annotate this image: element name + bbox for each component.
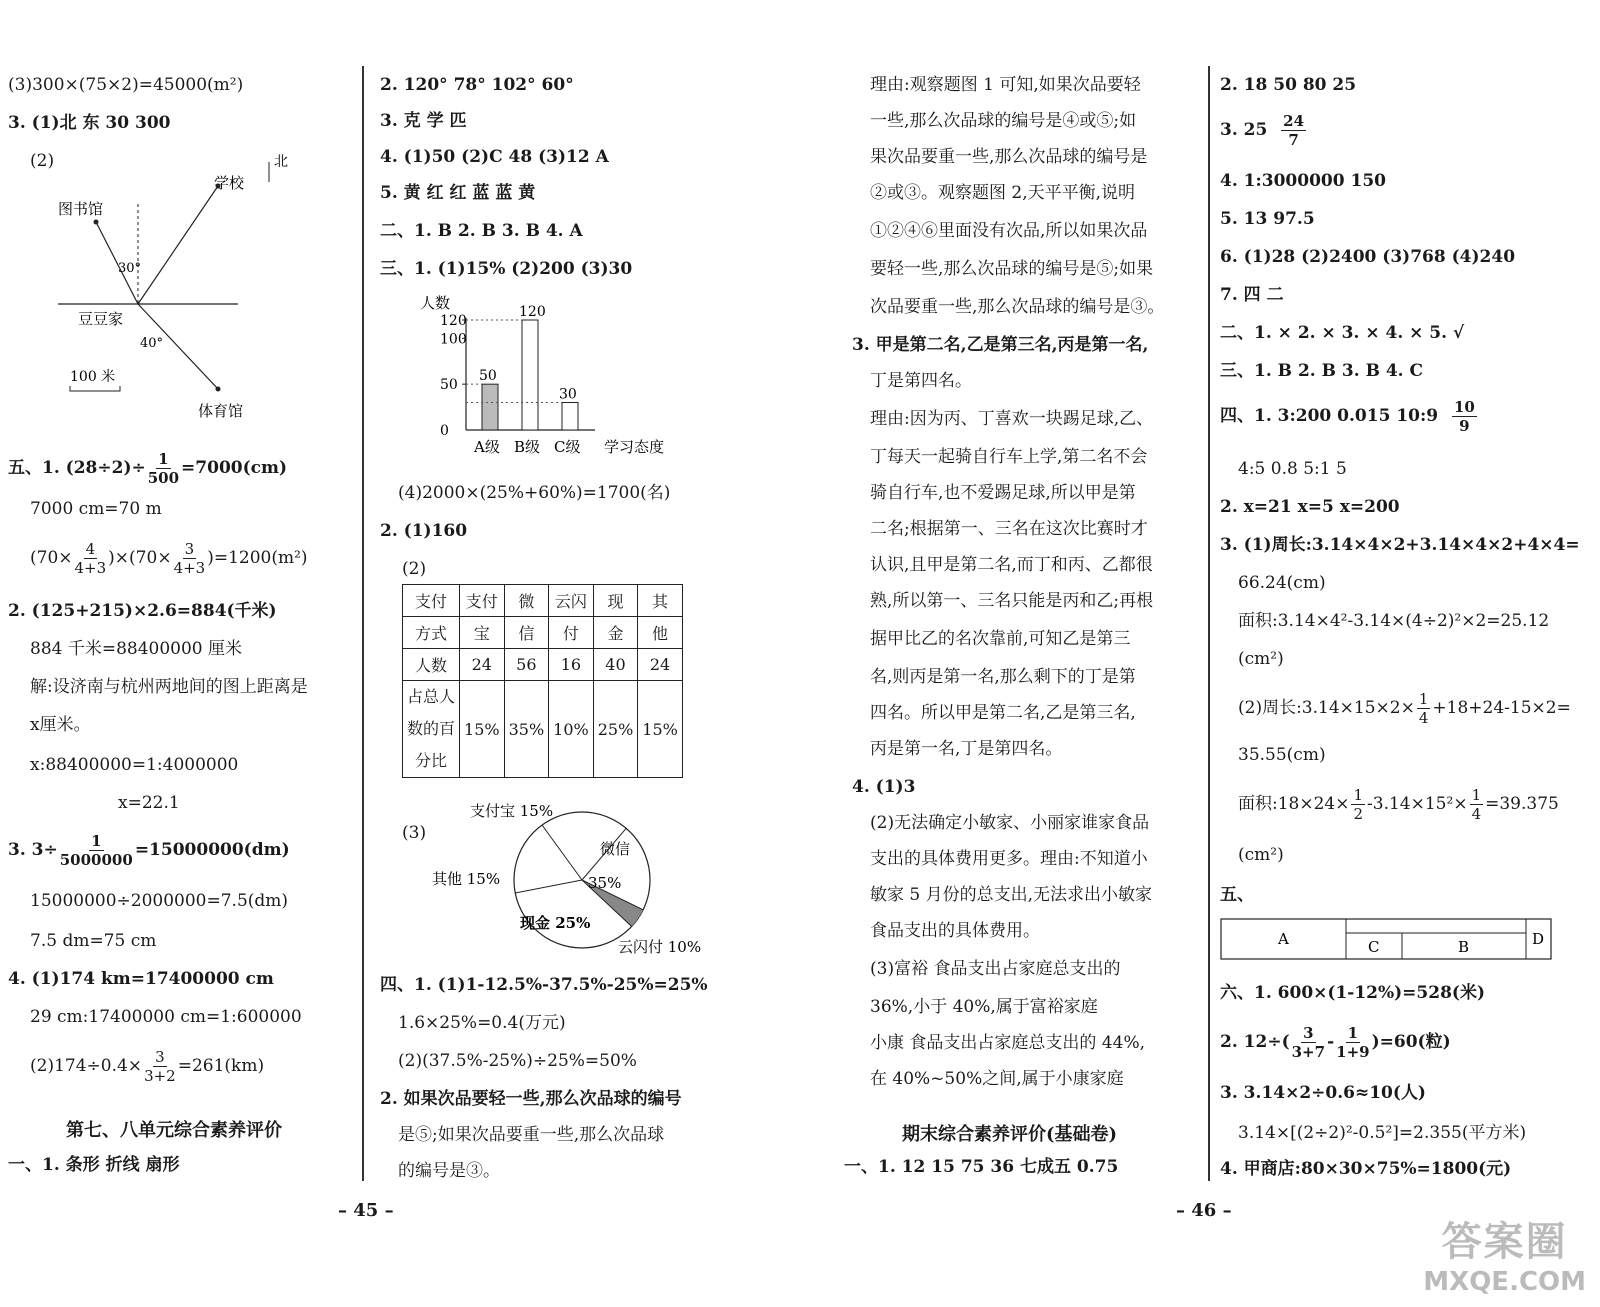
answer-line: 在 40%~50%之间,属于小康家庭 (870, 1069, 1124, 1089)
answer-line: 2. 如果次品要轻一些,那么次品球的编号 (380, 1089, 682, 1109)
table-cell: 人数 (403, 649, 460, 681)
bar (562, 403, 578, 431)
answer-line: ①②④⑥里面没有次品,所以如果次品 (870, 221, 1148, 241)
column-divider (1208, 66, 1210, 1181)
angle-label: 30° (118, 261, 142, 276)
north-label: 北 (274, 154, 288, 170)
answer-line: 骑自行车,也不爱踢足球,所以甲是第 (870, 483, 1136, 503)
answer-line: (4)2000×(25%+60%)=1700(名) (398, 483, 671, 503)
answer-line: 小康 食品支出占家庭总支出的 44%, (870, 1033, 1145, 1053)
answer-line: 884 千米=88400000 厘米 (30, 639, 243, 659)
pie-label: 云闪付 10% (618, 938, 702, 956)
answer-line: 4. (1)174 km=17400000 cm (8, 969, 274, 989)
table-cell: 其 (638, 585, 683, 617)
answer-line: 2. (125+215)×2.6=884(千米) (8, 601, 277, 621)
table-cell: 40 (593, 649, 638, 681)
answer-line: 2. 120° 78° 102° 60° (380, 75, 574, 95)
answer-line: 四、1. 3:200 0.015 10:9 $\frac{10}{9}$ (1220, 398, 1475, 435)
answer-line: 是⑤;如果次品要重一些,那么次品球 (398, 1125, 665, 1145)
table-cell: 25% (593, 681, 638, 778)
fraction: $\frac{24}{7}$ (1283, 112, 1305, 149)
answer-line: 二名;根据第一、三名在这次比赛时才 (870, 519, 1148, 539)
answer-line: (2)(37.5%-25%)÷25%=50% (398, 1051, 637, 1071)
answer-line: (2) (402, 559, 427, 579)
answer-line: 一、1. 12 15 75 36 七成五 0.75 (844, 1157, 1119, 1177)
answer-line: 一、1. 条形 折线 扇形 (8, 1155, 180, 1175)
answer-line: 丁每天一起骑自行车上学,第二名不会 (870, 447, 1148, 467)
answer-line: (3) (402, 823, 427, 843)
answer-line: 3. 甲是第二名,乙是第三名,丙是第一名, (852, 335, 1149, 355)
answer-line: 理由:因为丙、丁喜欢一块踢足球,乙、 (870, 409, 1154, 429)
answer-line: (2)无法确定小敏家、小丽家谁家食品 (870, 813, 1150, 833)
answer-line: 35.55(cm) (1238, 745, 1326, 765)
bar (522, 320, 538, 430)
table-cell: 15% (638, 681, 683, 778)
column-divider (362, 66, 364, 1181)
answer-line: 食品支出的具体费用。 (870, 921, 1040, 941)
pie-label: 35% (588, 874, 622, 892)
answer-line: 2. 12÷( $\frac{3}{3+7}$ - $\frac{1}{1+9}$ )=60(粒) (1220, 1024, 1451, 1061)
fraction: $\frac{1}{5000000}$ (59, 832, 133, 869)
table-cell: 现 (593, 585, 638, 617)
answer-line: 2. x=21 x=5 x=200 (1220, 497, 1400, 517)
fraction: $\frac{1}{4}$ (1418, 690, 1429, 727)
answer-line: 支出的具体费用更多。理由:不知道小 (870, 849, 1148, 869)
answer-line: 二、1. × 2. × 3. × 4. × 5. √ (1220, 323, 1465, 343)
fraction: $\frac{1}{500}$ (147, 450, 180, 487)
answer-line: ②或③。观察题图 2,天平平衡,说明 (870, 183, 1136, 203)
box-label: C (1368, 938, 1380, 956)
fraction: $\frac{4}{4+3}$ (74, 540, 107, 577)
answer-line: x厘米。 (30, 715, 91, 735)
fraction: $\frac{3}{3+7}$ (1291, 1024, 1326, 1061)
box-diagram (1220, 918, 1560, 964)
table-cell: 方式 (403, 617, 460, 649)
answer-line: 3. 3.14×2÷0.6≈10(人) (1220, 1083, 1426, 1103)
payment-table (402, 584, 683, 778)
answer-line: (2) (30, 151, 55, 171)
answer-line: 66.24(cm) (1238, 573, 1326, 593)
y-axis-label: 人数 (420, 294, 451, 312)
answer-line: 丙是第一名,丁是第四名。 (870, 739, 1063, 759)
y-tick-label: 0 (440, 423, 449, 439)
answer-line: (cm²) (1238, 649, 1284, 669)
answer-line: 3. (1)北 东 30 300 (8, 113, 171, 133)
bar-chart (410, 290, 710, 460)
table-cell: 占总人 数的百 分比 (403, 681, 460, 778)
answer-line: 五、1. (28÷2)÷ $\frac{1}{500}$ =7000(cm) (8, 450, 288, 487)
scale-label: 100 米 (70, 369, 116, 385)
answer-line: 3.14×[(2÷2)²-0.5²]=2.355(平方米) (1238, 1123, 1527, 1143)
school-label: 学校 (214, 174, 245, 192)
answer-line: 面积:3.14×4²-3.14×(4÷2)²×2=25.12 (1238, 611, 1550, 631)
answer-line: 4. (1)50 (2)C 48 (3)12 A (380, 147, 609, 167)
answer-line: 2. (1)160 (380, 521, 468, 541)
gym-label: 体育馆 (198, 402, 244, 420)
answer-line: 要轻一些,那么次品球的编号是⑤;如果 (870, 259, 1154, 279)
fraction: $\frac{1}{1+9}$ (1336, 1024, 1370, 1061)
answer-line: 7.5 dm=75 cm (30, 931, 157, 951)
answer-line: 5. 黄 红 红 蓝 蓝 黄 (380, 183, 536, 203)
pie-label: 其他 15% (432, 870, 501, 888)
table-cell: 付 (549, 617, 594, 649)
bar-value-label: 120 (519, 304, 546, 320)
answer-line: 3. 克 学 匹 (380, 111, 467, 131)
section-heading: 期末综合素养评价(基础卷) (902, 1124, 1118, 1145)
answer-line: (2)周长:3.14×15×2× $\frac{1}{4}$ +18+24-15×2= (1238, 690, 1571, 727)
answer-line: 5. 13 97.5 (1220, 209, 1315, 229)
box-label: A (1278, 930, 1289, 948)
answer-line: 7. 四 二 (1220, 285, 1284, 305)
answer-line: (cm²) (1238, 845, 1284, 865)
table-cell: 10% (549, 681, 594, 778)
angle-label: 40° (140, 336, 164, 351)
answer-line: 4. 1:3000000 150 (1220, 171, 1386, 191)
watermark-logo: 答案圈 MXQE.COM (1423, 1219, 1586, 1297)
x-axis-label: 学习态度 (604, 438, 665, 456)
answer-line: 六、1. 600×(1-12%)=528(米) (1220, 983, 1485, 1003)
section-heading: 第七、八单元综合素养评价 (66, 1120, 282, 1141)
table-cell: 宝 (460, 617, 505, 649)
answer-line: 解:设济南与杭州两地间的图上距离是 (30, 677, 308, 697)
answer-line: 3. 3÷ $\frac{1}{5000000}$ =15000000(dm) (8, 832, 290, 869)
y-tick-label: 120 (440, 313, 467, 329)
answer-line: 四、1. (1)1-12.5%-37.5%-25%=25% (380, 975, 708, 995)
answer-line: 3. (1)周长:3.14×4×2+3.14×4×2+4×4= (1220, 535, 1580, 555)
table-cell: 云闪 (549, 585, 594, 617)
answer-line: 二、1. B 2. B 3. B 4. A (380, 221, 583, 241)
answer-line: 6. (1)28 (2)2400 (3)768 (4)240 (1220, 247, 1516, 267)
pie-label: 支付宝 15% (470, 802, 554, 820)
box-label: D (1532, 930, 1545, 948)
answer-line: 3. 25 $\frac{24}{7}$ (1220, 112, 1305, 149)
answer-line: x:88400000=1:4000000 (30, 755, 239, 775)
answer-line: 五、 (1220, 885, 1254, 905)
answer-line: 三、1. B 2. B 3. B 4. C (1220, 361, 1424, 381)
answer-line: 次品要重一些,那么次品球的编号是③。 (870, 297, 1165, 317)
bar (482, 384, 498, 430)
answer-line: 4. (1)3 (852, 777, 916, 797)
answer-line: 熟,所以第一、三名只能是丙和乙;再根 (870, 591, 1154, 611)
answer-line: (2)174÷0.4× $\frac{3}{3+2}$ =261(km) (30, 1048, 265, 1085)
answer-line: 36%,小于 40%,属于富裕家庭 (870, 997, 1098, 1017)
table-cell: 他 (638, 617, 683, 649)
answer-line: 果次品要重一些,那么次品球的编号是 (870, 147, 1148, 167)
answer-line: 三、1. (1)15% (2)200 (3)30 (380, 259, 633, 279)
table-cell: 56 (504, 649, 549, 681)
table-cell: 金 (593, 617, 638, 649)
answer-line: 7000 cm=70 m (30, 499, 162, 519)
answer-line: 面积:18×24× $\frac{1}{2}$ -3.14×15²× $\frac{1}{4}$ =39.375 (1238, 786, 1559, 823)
table-cell: 24 (638, 649, 683, 681)
box-label: B (1458, 938, 1470, 956)
fraction: $\frac{3}{3+2}$ (144, 1048, 176, 1085)
answer-line: 1.6×25%=0.4(万元) (398, 1013, 566, 1033)
answer-line: 四名。所以甲是第二名,乙是第三名, (870, 703, 1136, 723)
fraction: $\frac{1}{2}$ (1353, 786, 1364, 823)
category-label: B级 (514, 438, 541, 456)
pie-label: 现金 25% (520, 914, 591, 932)
answer-line: 15000000÷2000000=7.5(dm) (30, 891, 289, 911)
answer-line: 理由:观察题图 1 可知,如果次品要轻 (870, 75, 1141, 95)
table-cell: 信 (504, 617, 549, 649)
answer-line: 4. 甲商店:80×30×75%=1800(元) (1220, 1159, 1512, 1179)
direction-map (48, 144, 288, 420)
table-cell: 24 (460, 649, 505, 681)
answer-line: 据甲比乙的名次靠前,可知乙是第三 (870, 629, 1131, 649)
fraction: $\frac{10}{9}$ (1453, 398, 1475, 435)
answer-line: 的编号是③。 (398, 1161, 500, 1181)
answer-line: 2. 18 50 80 25 (1220, 75, 1357, 95)
answer-line: (3)300×(75×2)=45000(m²) (8, 75, 244, 95)
table-cell: 16 (549, 649, 594, 681)
table-cell: 支付 (460, 585, 505, 617)
answer-line: 29 cm:17400000 cm=1:600000 (30, 1007, 302, 1027)
table-cell: 微 (504, 585, 549, 617)
home-label: 豆豆家 (78, 310, 124, 328)
page-number: – 46 – (1176, 1200, 1232, 1221)
bar-value-label: 30 (559, 386, 577, 403)
pie-label: 微信 (600, 840, 631, 858)
answer-line: (3)富裕 食品支出占家庭总支出的 (870, 959, 1121, 979)
fraction: $\frac{1}{4}$ (1471, 786, 1482, 823)
pie-chart (420, 802, 740, 962)
category-label: C级 (554, 438, 581, 456)
fraction: $\frac{3}{4+3}$ (173, 540, 206, 577)
y-tick-label: 50 (440, 377, 458, 394)
library-label: 图书馆 (58, 200, 104, 218)
bar-value-label: 50 (479, 368, 497, 385)
category-label: A级 (474, 438, 500, 456)
answer-line: 4:5 0.8 5:1 5 (1238, 459, 1347, 479)
answer-line: 名,则丙是第一名,那么剩下的丁是第 (870, 667, 1136, 687)
answer-line: 一些,那么次品球的编号是④或⑤;如 (870, 111, 1137, 131)
answer-line: x=22.1 (118, 793, 180, 813)
answer-line: 认识,且甲是第二名,而丁和丙、乙都很 (870, 555, 1153, 575)
answer-line: (70× $\frac{4}{4+3}$ )×(70× $\frac{3}{4+3}$ )=1200(m²) (30, 540, 308, 577)
answer-line: 敏家 5 月份的总支出,无法求出小敏家 (870, 885, 1153, 905)
y-tick-label: 100 (440, 331, 467, 348)
page-number: – 45 – (338, 1200, 394, 1221)
table-cell: 15% (460, 681, 505, 778)
table-cell: 支付 (403, 585, 460, 617)
table-cell: 35% (504, 681, 549, 778)
answer-line: 丁是第四名。 (870, 371, 972, 391)
